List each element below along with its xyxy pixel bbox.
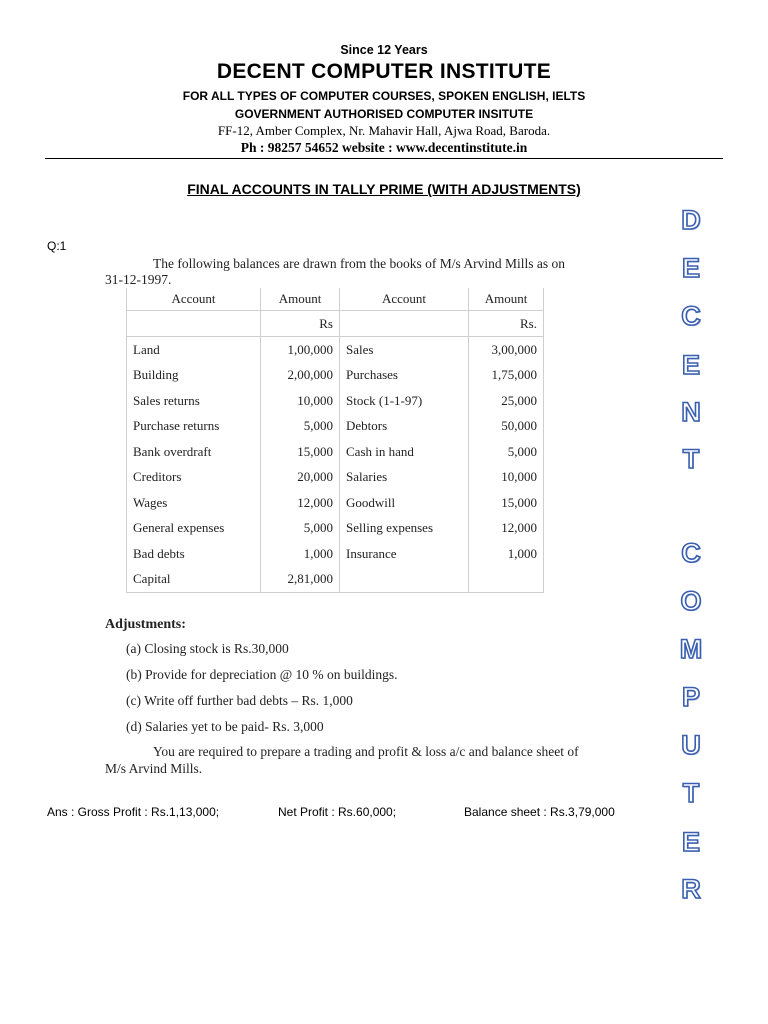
watermark-letter: C [681, 538, 701, 568]
table-row [127, 439, 544, 465]
amount-cell: 10,000 [261, 388, 340, 414]
account-cell: Land [127, 337, 261, 363]
adjustment-item: (d) Salaries yet to be paid- Rs. 3,000 [126, 719, 324, 734]
watermark-letter: T [682, 778, 700, 808]
amount-cell: 3,00,000 [469, 337, 544, 363]
amount-cell: 15,000 [261, 439, 340, 465]
requirement-line-1: You are required to prepare a trading and profit & loss a/c and balance sheet of [153, 744, 579, 759]
watermark-letter: M [679, 634, 703, 664]
watermark-letter: R [681, 874, 701, 904]
account-cell: Capital [127, 567, 261, 593]
table-row [127, 465, 544, 491]
amount-cell: 25,000 [469, 388, 544, 414]
column-header: Account [127, 288, 261, 311]
answer-gross-profit: Ans : Gross Profit : Rs.1,13,000; [47, 805, 220, 819]
account-cell: Purchases [340, 363, 469, 389]
account-cell: Salaries [340, 465, 469, 491]
watermark-letter: E [681, 827, 700, 857]
amount-cell: 5,000 [261, 414, 340, 440]
account-cell: Bank overdraft [127, 439, 261, 465]
phone-website-line: Ph : 98257 54652 website : www.decentinstitute.in [240, 140, 528, 155]
watermark-letter: D [681, 205, 701, 235]
account-cell: Cash in hand [340, 439, 469, 465]
watermark-letter: E [681, 350, 700, 380]
requirement-line-2: M/s Arvind Mills. [105, 761, 203, 776]
account-cell: Insurance [340, 541, 469, 567]
question-intro-line-2: 31-12-1997. [105, 272, 172, 287]
answer-balance-sheet: Balance sheet : Rs.3,79,000 [464, 805, 615, 819]
amount-cell: 1,000 [261, 541, 340, 567]
amount-cell: 12,000 [469, 516, 544, 542]
watermark-letter: E [681, 253, 700, 283]
header-divider [45, 158, 723, 159]
amount-cell: 1,00,000 [261, 337, 340, 363]
unit-cell: Rs. [469, 311, 544, 337]
amount-cell: 5,000 [469, 439, 544, 465]
adjustment-item: (a) Closing stock is Rs.30,000 [126, 641, 289, 656]
amount-cell: 50,000 [469, 414, 544, 440]
account-cell: Stock (1-1-97) [340, 388, 469, 414]
account-cell: Sales [340, 337, 469, 363]
address-line: FF-12, Amber Complex, Nr. Mahavir Hall, Ajwa Road, Baroda. [217, 123, 551, 138]
account-cell: Debtors [340, 414, 469, 440]
account-cell: Bad debts [127, 541, 261, 567]
column-header: Amount [469, 288, 544, 311]
table-row [127, 516, 544, 542]
question-label: Q:1 [47, 239, 67, 253]
account-cell: Purchase returns [127, 414, 261, 440]
table-units-row [127, 311, 544, 337]
account-cell: Sales returns [127, 388, 261, 414]
amount-cell: 5,000 [261, 516, 340, 542]
courses-line: FOR ALL TYPES OF COMPUTER COURSES, SPOKEN ENGLISH, IELTS [182, 89, 586, 103]
balances-table [126, 288, 544, 593]
adjustments-heading: Adjustments: [105, 617, 186, 632]
column-header: Amount [261, 288, 340, 311]
tagline-since: Since 12 Years [340, 43, 428, 57]
amount-cell: 20,000 [261, 465, 340, 491]
table-row [127, 388, 544, 414]
question-intro-line-1: The following balances are drawn from the books of M/s Arvind Mills as on [153, 256, 566, 271]
column-header: Account [340, 288, 469, 311]
account-cell [340, 567, 469, 593]
unit-cell [127, 311, 261, 337]
table-row [127, 541, 544, 567]
unit-cell [340, 311, 469, 337]
watermark-letter: N [681, 397, 701, 427]
adjustment-item: (c) Write off further bad debts – Rs. 1,000 [126, 693, 353, 708]
table-row [127, 567, 544, 593]
unit-cell: Rs [261, 311, 340, 337]
adjustment-item: (b) Provide for depreciation @ 10 % on buildings. [126, 667, 398, 682]
amount-cell: 10,000 [469, 465, 544, 491]
account-cell: Goodwill [340, 490, 469, 516]
amount-cell: 12,000 [261, 490, 340, 516]
table-header-row [127, 288, 544, 311]
amount-cell: 2,81,000 [261, 567, 340, 593]
watermark-letter: T [682, 444, 700, 474]
table-row [127, 363, 544, 389]
amount-cell: 15,000 [469, 490, 544, 516]
account-cell: Selling expenses [340, 516, 469, 542]
account-cell: Creditors [127, 465, 261, 491]
document-title [0, 181, 768, 197]
table-body [127, 337, 544, 593]
amount-cell: 2,00,000 [261, 363, 340, 389]
table-row [127, 414, 544, 440]
document-title-text: FINAL ACCOUNTS IN TALLY PRIME (WITH ADJUSTMENTS) [187, 181, 581, 197]
answer-net-profit: Net Profit : Rs.60,000; [278, 805, 397, 819]
table-row [127, 490, 544, 516]
watermark-letter: P [681, 682, 700, 712]
institute-name: DECENT COMPUTER INSTITUTE [216, 60, 552, 83]
amount-cell: 1,75,000 [469, 363, 544, 389]
amount-cell: 1,000 [469, 541, 544, 567]
watermark-letter: O [680, 586, 702, 616]
account-cell: General expenses [127, 516, 261, 542]
table-row [127, 337, 544, 363]
watermark-letter: C [681, 301, 701, 331]
watermark-letter: U [681, 730, 701, 760]
account-cell: Building [127, 363, 261, 389]
amount-cell [469, 567, 544, 593]
government-line: GOVERNMENT AUTHORISED COMPUTER INSITUTE [234, 107, 534, 121]
account-cell: Wages [127, 490, 261, 516]
